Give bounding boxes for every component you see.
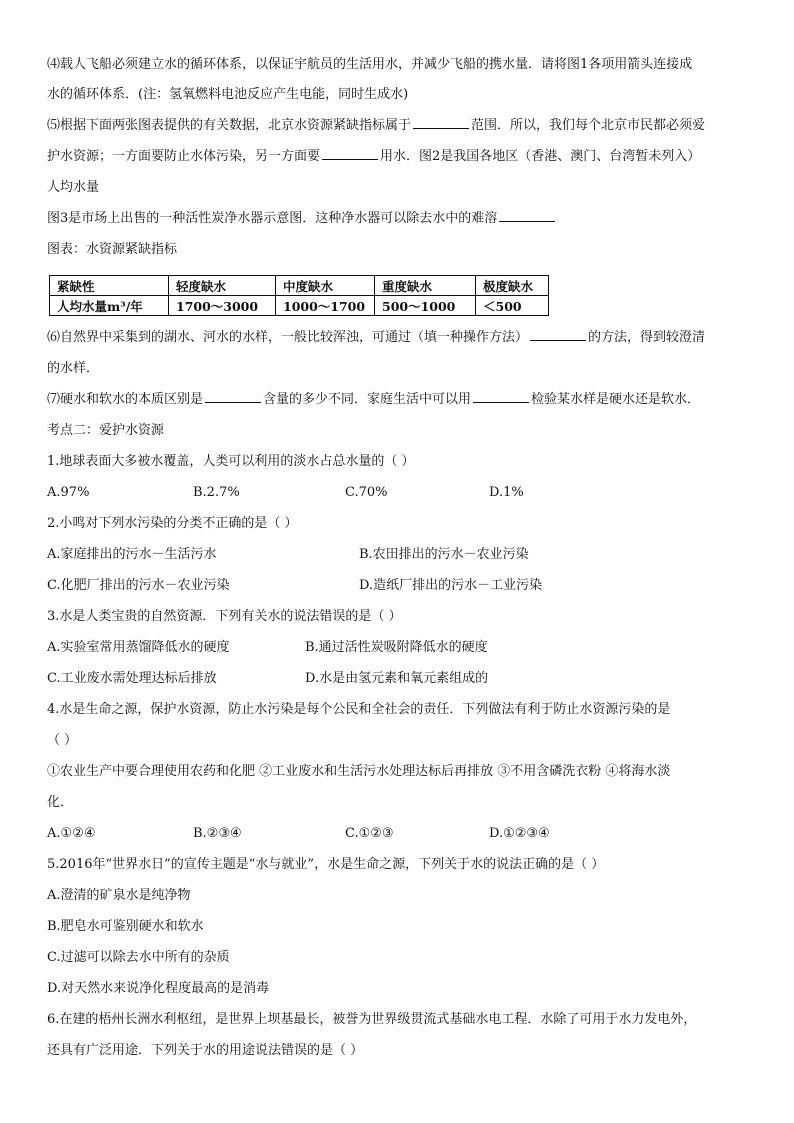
q4-line-2: 水的循环体系．(注：氢氧燃料电池反应产生电能，同时生成水): [47, 87, 409, 102]
question-5-stem: 5.2016年“世界水日”的宣传主题是“水与就业”，水是生命之源，下列关于水的说法正确的是（ ）: [47, 857, 605, 872]
option-a-text: A.澄清的矿泉水是纯净物: [47, 888, 191, 903]
q6-blank[interactable]: [530, 326, 586, 341]
q5-part-2: 范围．所以，我们每个北京市民都必须爱: [471, 118, 706, 133]
q4-text: [47, 50, 755, 110]
q4-line-1: ⑷载人飞船必须建立水的循环体系，以保证宇航员的生活用水，并减少飞船的携水量．请将图1各项用箭头连接成: [47, 57, 693, 72]
option-b-text: B.肥皂水可鉴别硬水和软水: [47, 919, 204, 934]
question-3-options-ab: [47, 632, 755, 663]
option-d[interactable]: D.①②③④: [489, 826, 550, 841]
question-4-stem-line-2: （ ）: [47, 733, 78, 748]
question-2-options-ab: [47, 539, 755, 570]
q5-part-3: 护水资源；一方面要防止水体污染，另一方面要: [47, 149, 321, 164]
option-a[interactable]: A.实验室常用蒸馏降低水的硬度: [47, 640, 230, 655]
q6-part-2: 的方法，得到较澄清: [588, 330, 706, 345]
table-row-label: 人均水量m³/年: [50, 296, 169, 316]
option-c-text: C.过滤可以除去水中所有的杂质: [47, 950, 230, 965]
option-a[interactable]: [47, 880, 755, 911]
q5-text: [47, 110, 755, 234]
option-b[interactable]: B.②③④: [193, 826, 242, 841]
question-4-options: [47, 818, 755, 849]
question-3-stem: 3.水是人类宝贵的自然资源．下列有关水的说法错误的是（ ）: [47, 609, 402, 624]
option-d[interactable]: D.造纸厂排出的污水－工业污染: [359, 578, 543, 593]
q7-part-2: 含量的多少不同．家庭生活中可以用: [263, 392, 472, 407]
table-row: [50, 296, 549, 316]
option-b[interactable]: B.2.7%: [193, 485, 240, 500]
section-title: 考点二：爱护水资源: [47, 423, 165, 438]
q7-blank-1[interactable]: [205, 388, 261, 403]
table-cell: 1700～3000: [169, 296, 276, 316]
question-4-items-line-1: ①农业生产中要合理使用农药和化肥 ②工业废水和生活污水处理达标后再排放 ③不用含磷洗衣粉 ④将海水淡: [47, 764, 671, 779]
water-shortage-table: [49, 275, 549, 316]
table-cell: 1000～1700: [276, 296, 375, 316]
q7-part-3: 检验某水样是硬水还是软水．: [531, 392, 701, 407]
q5-blank-2[interactable]: [322, 145, 378, 160]
option-a[interactable]: A.①②④: [47, 826, 96, 841]
option-a[interactable]: A.97%: [47, 485, 90, 500]
option-b[interactable]: [47, 911, 755, 942]
question-6-stem-line-2: 还具有广泛用途．下列关于水的用途说法错误的是（ ）: [47, 1043, 364, 1058]
option-d[interactable]: [47, 973, 755, 1004]
table-cell: 500～1000: [375, 296, 476, 316]
question-4-stem-line-1: 4.水是生命之源，保护水资源，防止水污染是每个公民和全社会的责任．下列做法有利于防止水资源污染的是: [47, 702, 671, 717]
option-d-text: D.对天然水来说净化程度最高的是消毒: [47, 981, 270, 996]
option-d[interactable]: D.水是由氢元素和氧元素组成的: [305, 671, 489, 686]
option-c[interactable]: [47, 942, 755, 973]
option-c[interactable]: C.70%: [345, 485, 388, 500]
table-caption: 图表：水资源紧缺指标: [47, 242, 178, 257]
question-4-items: [47, 756, 755, 818]
q7-part-1: ⑺硬水和软水的本质区别是: [47, 392, 204, 407]
table-header-cell: 重度缺水: [375, 276, 476, 296]
question-4-stem: [47, 694, 755, 756]
table-header-cell: 极度缺水: [476, 276, 549, 296]
option-a[interactable]: A.家庭排出的污水－生活污水: [47, 547, 217, 562]
question-4-items-line-2: 化．: [47, 795, 74, 810]
table-header-row: [50, 276, 549, 296]
question-1-stem: 1.地球表面大多被水覆盖，人类可以利用的淡水占总水量的（ ）: [47, 454, 415, 469]
question-2-stem: 2.小鸣对下列水污染的分类不正确的是（ ）: [47, 516, 298, 531]
table-header-cell: 中度缺水: [276, 276, 375, 296]
question-3-options-cd: [47, 663, 755, 694]
q5-blank-3[interactable]: [499, 207, 555, 222]
q7-text: [47, 384, 755, 415]
q5-part-4: 用水．图2是我国各地区（香港、澳门、台湾暂未列入）: [380, 149, 701, 164]
question-6-stem: [47, 1004, 755, 1066]
q6-text: [47, 322, 755, 384]
q6-line-2: 的水样．: [47, 361, 100, 376]
q5-blank-1[interactable]: [413, 114, 469, 129]
table-header-cell: 轻度缺水: [169, 276, 276, 296]
option-b[interactable]: B.通过活性炭吸附降低水的硬度: [305, 640, 488, 655]
option-b[interactable]: B.农田排出的污水－农业污染: [359, 547, 529, 562]
table-header-cell: 紧缺性: [50, 276, 169, 296]
q5-part-1: ⑸根据下面两张图表提供的有关数据，北京水资源紧缺指标属于: [47, 118, 412, 133]
worksheet-page: [47, 50, 755, 1066]
question-1-options: [47, 477, 755, 508]
option-c[interactable]: C.化肥厂排出的污水－农业污染: [47, 578, 230, 593]
q6-part-1: ⑹自然界中采集到的湖水、河水的水样，一般比较浑浊，可通过（填一种操作方法）: [47, 330, 529, 345]
option-c[interactable]: C.工业废水需处理达标后排放: [47, 671, 217, 686]
q5-line-3: 人均水量: [47, 180, 100, 195]
option-c[interactable]: C.①②③: [345, 826, 394, 841]
option-d[interactable]: D.1%: [489, 485, 524, 500]
question-6-stem-line-1: 6.在建的梧州长洲水利枢纽，是世界上坝基最长，被誉为世界级贯流式基础水电工程．水除了可用于水力发电外，: [47, 1012, 697, 1027]
q7-blank-2[interactable]: [473, 388, 529, 403]
question-2-options-cd: [47, 570, 755, 601]
table-cell: ＜500: [476, 296, 549, 316]
q5-line-4: 图3是市场上出售的一种活性炭净水器示意图．这种净水器可以除去水中的难溶: [47, 211, 498, 226]
